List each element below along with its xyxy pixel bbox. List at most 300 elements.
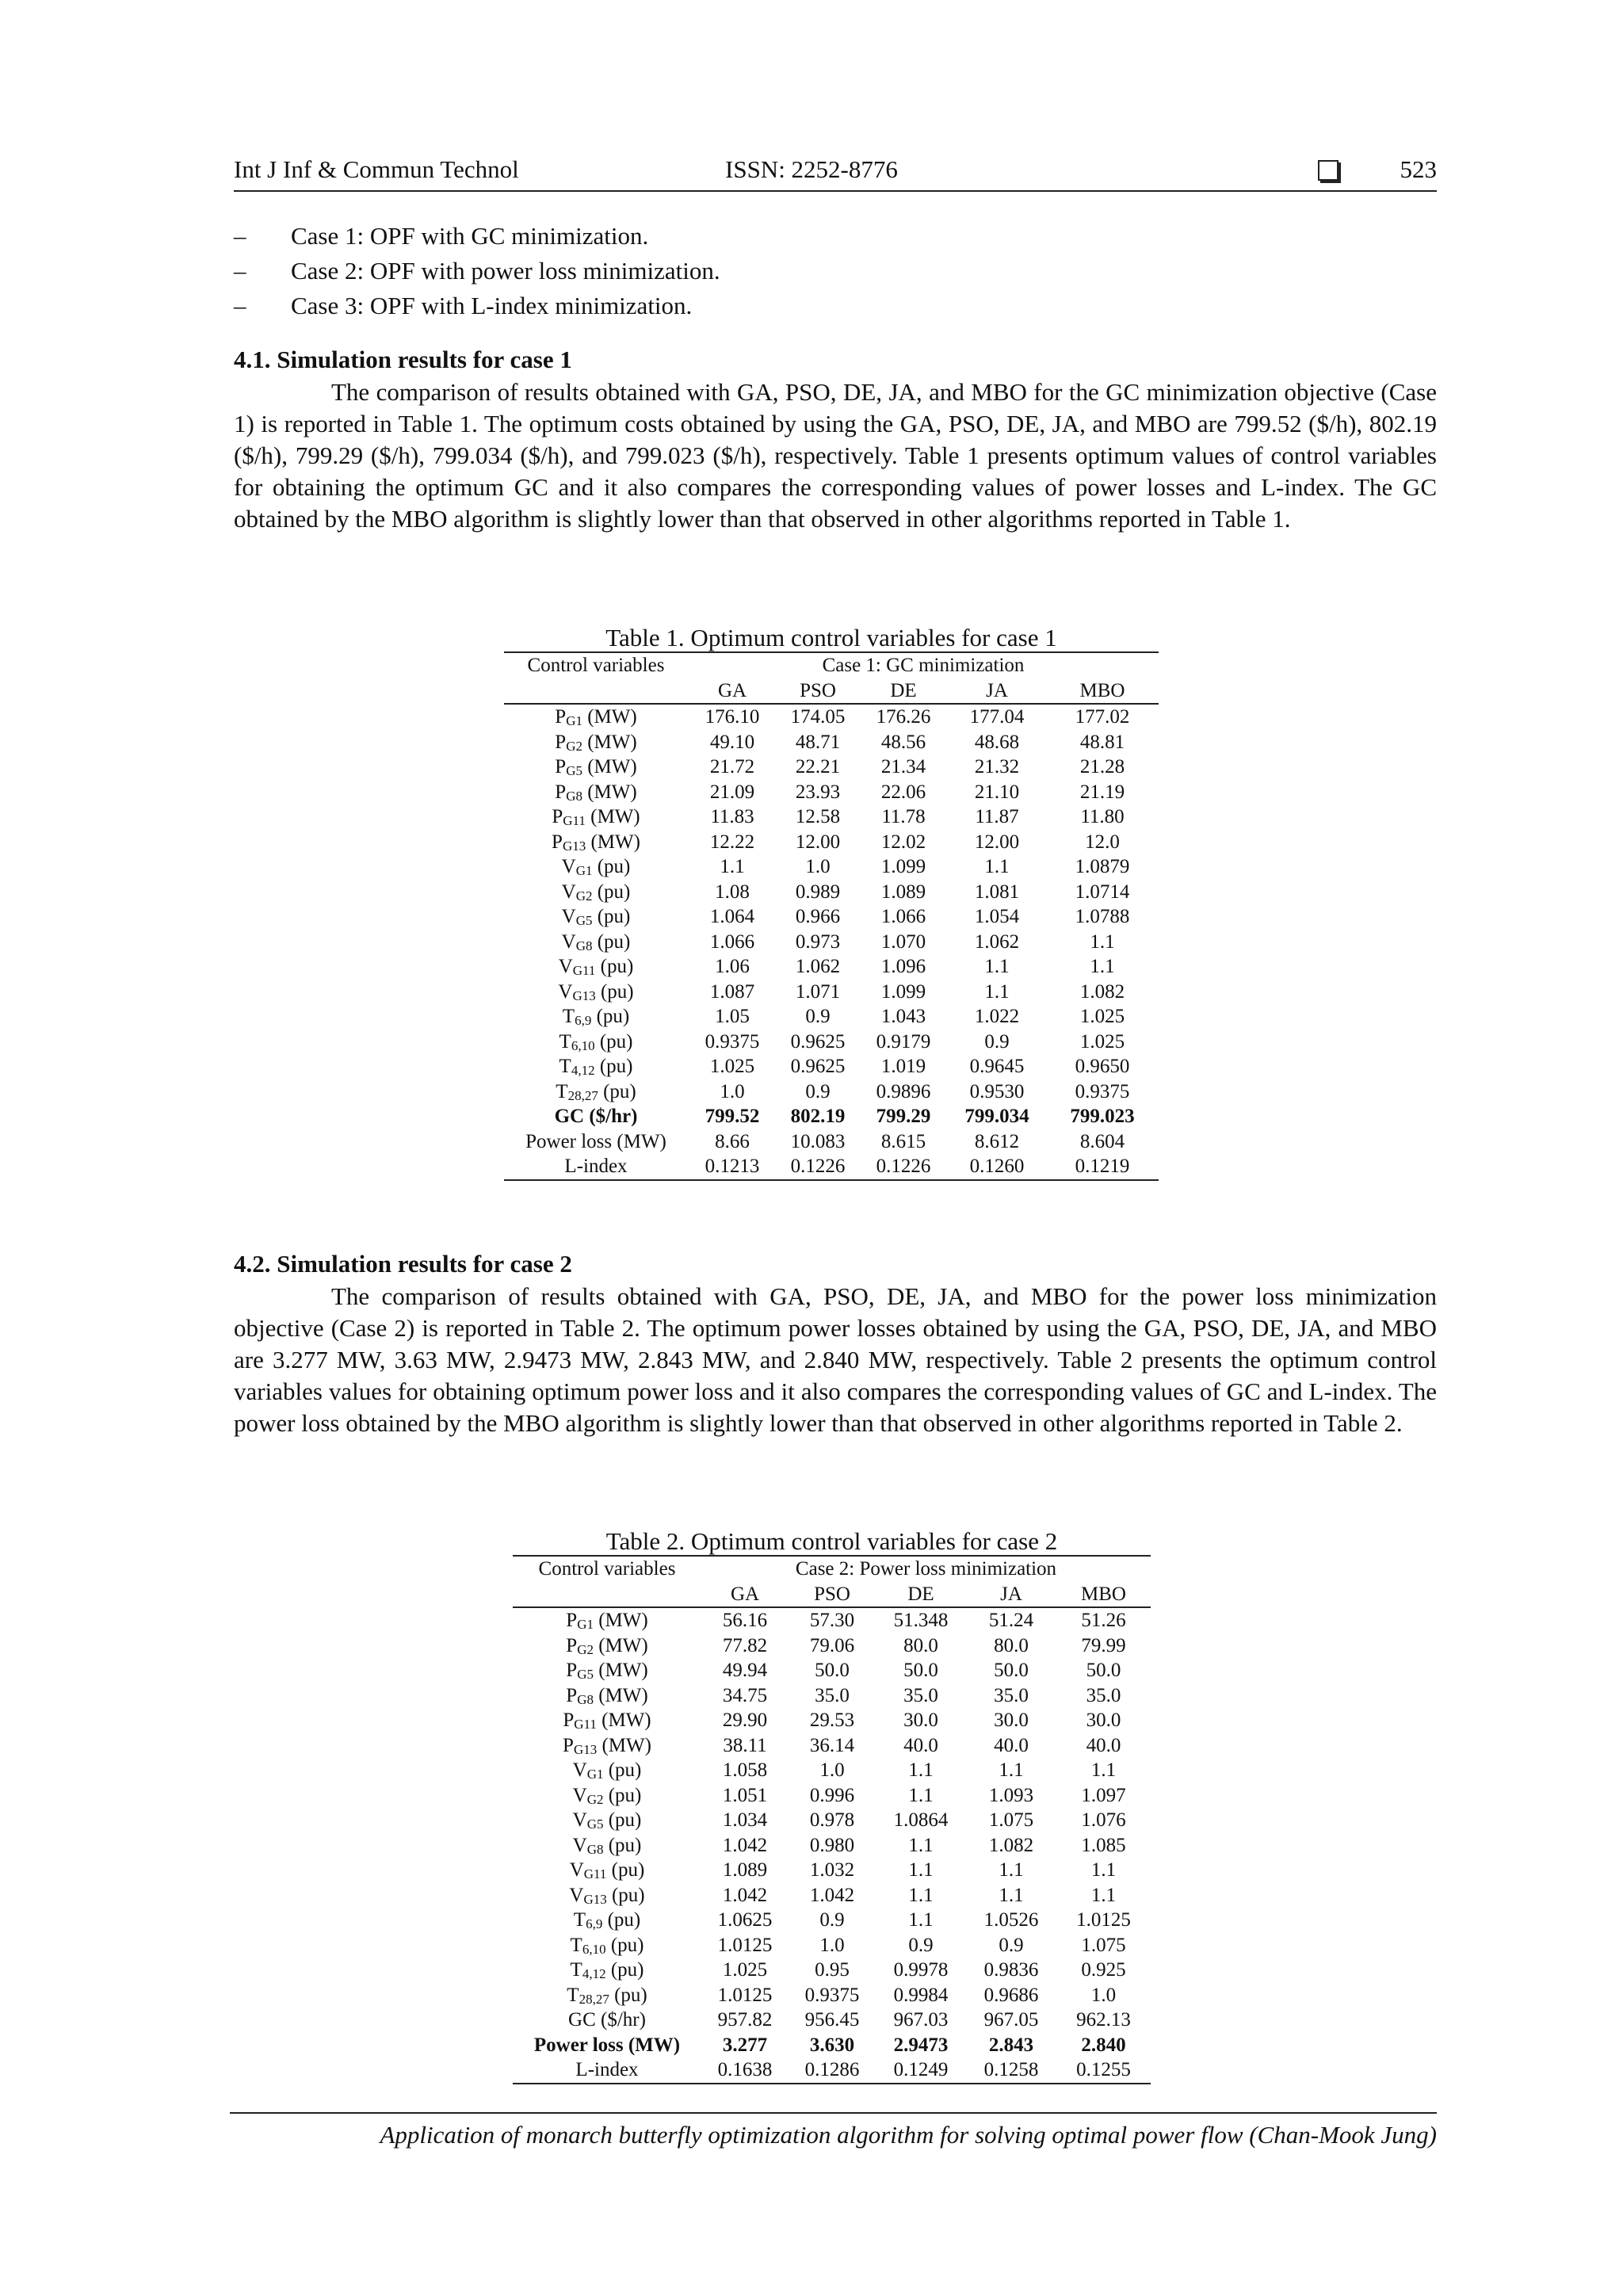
- table-cell: 0.9650: [1075, 1056, 1130, 1077]
- table-cell: 0.9: [984, 1030, 1010, 1052]
- running-footer: Application of monarch butterfly optimization algorithm for solving optimal power flow (Chan-Mook Jung): [380, 2121, 1437, 2149]
- table-cell: 1.0125: [1076, 1909, 1131, 1931]
- footer-rule: [230, 2112, 1437, 2114]
- row-label: $P_{G11}$ (MW): [552, 806, 640, 828]
- table-cell: 49.94: [722, 1660, 768, 1681]
- table-cell: 49.10: [709, 731, 755, 753]
- table-cell: 1.1: [1090, 956, 1115, 977]
- table-cell: 50.0: [903, 1660, 938, 1681]
- table-row: [504, 830, 1159, 855]
- table2-method-header: PSO: [789, 1582, 876, 1608]
- table-row: [513, 1783, 1151, 1809]
- table2-group-label: Case 2: Power loss minimization: [701, 1556, 1151, 1582]
- table-cell: 1.042: [722, 1884, 768, 1906]
- table-row: [513, 1633, 1151, 1659]
- table-row: [504, 730, 1159, 755]
- row-label: $P_{G5}$ (MW): [566, 1660, 648, 1682]
- table-cell: 1.0125: [717, 1934, 773, 1956]
- table-row: [504, 1154, 1159, 1180]
- table-cell: 1.082: [1079, 980, 1125, 1003]
- checkbox-square-icon: [1318, 160, 1338, 181]
- row-label: $P_{G8}$ (MW): [566, 1684, 648, 1707]
- table-cell: 1.0864: [893, 1809, 949, 1831]
- table-row: [504, 804, 1159, 830]
- table-cell: 21.10: [974, 781, 1020, 803]
- table-cell: 35.0: [994, 1684, 1029, 1706]
- table-cell: 0.1219: [1046, 1154, 1159, 1180]
- table2-caption: Table 2. Optimum control variables for case 2: [605, 1527, 1058, 1555]
- table-cell: 12.02: [880, 831, 926, 853]
- table-cell: 1.089: [880, 881, 926, 903]
- table-cell: 1.1: [1090, 1759, 1117, 1781]
- table-cell: 1.06: [715, 956, 750, 977]
- table-row: [513, 1683, 1151, 1709]
- row-label: $T_{4,12}$ (pu): [570, 1959, 644, 1981]
- table2-method-header: GA: [701, 1582, 789, 1608]
- case-list: [234, 219, 720, 323]
- table-cell: 1.076: [1081, 1809, 1126, 1831]
- table-cell: 1.043: [880, 1006, 926, 1027]
- table-cell: 0.9896: [876, 1080, 931, 1102]
- table-cell: 0.1638: [701, 2057, 789, 2084]
- table-cell: 1.022: [974, 1006, 1020, 1027]
- table-cell: 1.1: [1090, 930, 1115, 953]
- table-cell: 1.066: [709, 930, 755, 953]
- table-row: [513, 1958, 1151, 1983]
- case-item: – Case 3: OPF with L-index minimization.: [234, 288, 720, 323]
- table-row: [513, 1808, 1151, 1833]
- table-row: [513, 2008, 1151, 2033]
- table-row: [513, 1607, 1151, 1633]
- table-cell: 12.00: [974, 831, 1020, 853]
- table-cell: 1.1: [720, 856, 745, 877]
- table-cell: 1.082: [988, 1834, 1034, 1856]
- table2-grid: [513, 1555, 1151, 2084]
- row-label: $V_{G5}$ (pu): [561, 906, 631, 928]
- table-cell: 802.19: [790, 1106, 846, 1127]
- table-cell: 0.996: [809, 1784, 855, 1806]
- table-cell: 1.08: [715, 881, 750, 903]
- table-cell: 967.03: [893, 2009, 949, 2030]
- row-label: $V_{G13}$ (pu): [569, 1884, 645, 1907]
- row-label: $V_{G2}$ (pu): [572, 1784, 642, 1807]
- row-label: $V_{G13}$ (pu): [558, 980, 634, 1003]
- table-cell: 0.9978: [893, 1959, 949, 1981]
- table-cell: 34.75: [722, 1684, 768, 1706]
- table-cell: 1.1: [908, 1784, 934, 1806]
- table-cell: 12.0: [1085, 831, 1120, 853]
- table-row: [504, 980, 1159, 1005]
- table-cell: 0.9530: [969, 1080, 1025, 1102]
- table-cell: 799.52: [705, 1106, 760, 1127]
- table-cell: 1.0: [805, 856, 831, 877]
- row-label: $V_{G11}$ (pu): [569, 1859, 645, 1881]
- table-cell: 1.05: [715, 1006, 750, 1027]
- table-cell: 1.054: [974, 906, 1020, 927]
- row-label: $V_{G2}$ (pu): [561, 881, 631, 904]
- table-row: [504, 904, 1159, 930]
- row-label: $P_{G13}$ (MW): [563, 1734, 651, 1757]
- table-cell: 956.45: [804, 2009, 860, 2030]
- table-cell: 1.042: [809, 1884, 855, 1906]
- table-cell: 0.9625: [790, 1056, 846, 1077]
- table-cell: 38.11: [723, 1734, 767, 1756]
- table-cell: 12.22: [709, 831, 755, 853]
- table-cell: 1.087: [709, 980, 755, 1003]
- table-cell: 3.630: [809, 2034, 855, 2056]
- table1: [504, 625, 1159, 1181]
- table-cell: 35.0: [903, 1684, 938, 1706]
- table2-body: [513, 1607, 1151, 2084]
- table-cell: 176.26: [876, 706, 931, 728]
- row-label: $V_{G8}$ (pu): [572, 1834, 642, 1857]
- table2-method-header: MBO: [1056, 1582, 1151, 1608]
- table-cell: 0.9625: [790, 1030, 846, 1052]
- table-cell: 80.0: [903, 1634, 938, 1656]
- table-cell: 0.989: [795, 881, 841, 903]
- table1-col-label: Control variables: [504, 652, 688, 678]
- table-cell: 0.973: [795, 930, 841, 953]
- row-label: $T_{6,9}$ (pu): [573, 1909, 641, 1931]
- table-cell: 1.1: [1090, 1884, 1117, 1906]
- table-cell: 177.04: [969, 706, 1025, 728]
- row-label: $P_{G1}$ (MW): [555, 706, 637, 728]
- table-cell: 1.0125: [717, 1984, 773, 2006]
- table-cell: 50.0: [1086, 1660, 1121, 1681]
- row-label: $T_{4,12}$ (pu): [559, 1056, 633, 1078]
- table-cell: 29.53: [809, 1710, 855, 1731]
- table-cell: 0.1249: [876, 2057, 966, 2084]
- table-cell: 1.075: [1081, 1934, 1126, 1956]
- table-cell: 1.025: [722, 1959, 768, 1981]
- table-cell: 1.1: [908, 1884, 934, 1906]
- table-row: [504, 1104, 1159, 1129]
- table-cell: 799.29: [876, 1106, 931, 1127]
- table-cell: 8.66: [715, 1130, 750, 1152]
- table1-method-header: PSO: [777, 678, 859, 705]
- table-cell: 1.1: [999, 1884, 1024, 1906]
- table-cell: 0.9375: [705, 1030, 760, 1052]
- section-heading-case1: 4.1. Simulation results for case 1: [234, 346, 572, 373]
- table-cell: 79.06: [809, 1634, 855, 1656]
- table-row: [504, 704, 1159, 730]
- table-cell: 51.348: [893, 1610, 949, 1631]
- row-label: $V_{G1}$ (pu): [572, 1759, 642, 1782]
- table-cell: 48.68: [974, 731, 1020, 753]
- table-cell: 1.0526: [983, 1909, 1039, 1931]
- issn: ISSN: 2252-8776: [725, 155, 898, 183]
- table-cell: 1.042: [722, 1834, 768, 1856]
- table-cell: 0.966: [795, 906, 841, 927]
- table-cell: 967.05: [983, 2009, 1039, 2030]
- table-cell: 8.615: [880, 1130, 926, 1152]
- row-label: $T_{6,9}$ (pu): [562, 1006, 630, 1028]
- table-cell: 40.0: [994, 1734, 1029, 1756]
- table-cell: 22.21: [795, 756, 841, 777]
- table-cell: 0.1258: [966, 2057, 1056, 2084]
- table-cell: 29.90: [722, 1710, 768, 1731]
- table1-method-header: DE: [859, 678, 948, 705]
- table-row: [504, 1129, 1159, 1155]
- table-row: [504, 954, 1159, 980]
- table-cell: 51.26: [1081, 1610, 1126, 1631]
- table-cell: 0.1255: [1056, 2057, 1151, 2084]
- dash-bullet-icon: –: [234, 292, 246, 319]
- table-cell: 1.062: [974, 930, 1020, 953]
- row-label: $V_{G1}$ (pu): [561, 856, 631, 878]
- row-label: $P_{G2}$ (MW): [566, 1634, 648, 1657]
- table-cell: 1.1: [908, 1759, 934, 1781]
- table-row: [513, 1758, 1151, 1783]
- table-cell: 2.840: [1081, 2034, 1126, 2056]
- table-cell: 1.025: [709, 1056, 755, 1077]
- row-label: $P_{G13}$ (MW): [552, 831, 640, 854]
- table-row: [504, 854, 1159, 880]
- table-row: [504, 930, 1159, 955]
- dash-bullet-icon: –: [234, 222, 246, 250]
- table-cell: 48.81: [1079, 731, 1125, 753]
- table-cell: 0.978: [809, 1809, 855, 1831]
- table-cell: 21.72: [709, 756, 755, 777]
- table-cell: 0.9: [805, 1006, 831, 1027]
- table-cell: 30.0: [994, 1710, 1029, 1731]
- table-cell: 799.034: [964, 1106, 1029, 1127]
- table-cell: 0.9179: [876, 1030, 931, 1052]
- table-row: [513, 1858, 1151, 1883]
- table1-grid: [504, 651, 1159, 1181]
- table-cell: 1.089: [722, 1859, 768, 1881]
- table-cell: 40.0: [1086, 1734, 1121, 1756]
- section-heading-case2: 4.2. Simulation results for case 2: [234, 1250, 572, 1278]
- table-cell: 176.10: [705, 706, 760, 728]
- table-cell: 1.1: [1090, 1859, 1117, 1881]
- table-cell: 957.82: [717, 2009, 773, 2030]
- table-cell: 11.80: [1080, 806, 1125, 827]
- table-cell: 1.1: [999, 1859, 1024, 1881]
- row-label: GC ($/hr): [554, 1106, 638, 1127]
- table-cell: 1.051: [722, 1784, 768, 1806]
- table-row: [513, 1733, 1151, 1759]
- table-cell: 77.82: [722, 1634, 768, 1656]
- row-label: $T_{6,10}$ (pu): [570, 1934, 644, 1957]
- table-cell: 2.9473: [893, 2034, 949, 2056]
- row-label: L-index: [504, 1154, 688, 1180]
- case-item: – Case 1: OPF with GC minimization.: [234, 219, 720, 254]
- table-cell: 12.00: [795, 831, 841, 853]
- table-cell: 0.9686: [983, 1984, 1039, 2006]
- table-cell: 50.0: [994, 1660, 1029, 1681]
- table-cell: 21.28: [1079, 756, 1125, 777]
- table-cell: 1.062: [795, 956, 841, 977]
- row-label: GC ($/hr): [568, 2009, 646, 2030]
- table-cell: 51.24: [988, 1610, 1034, 1631]
- table1-method-header: GA: [688, 678, 777, 705]
- table2-method-header: DE: [876, 1582, 966, 1608]
- table-cell: 12.58: [795, 806, 841, 827]
- table-row: [504, 780, 1159, 805]
- table-row: [504, 755, 1159, 780]
- table-cell: 35.0: [1086, 1684, 1121, 1706]
- table-cell: 0.925: [1081, 1959, 1126, 1981]
- table-cell: 8.604: [1079, 1130, 1125, 1152]
- table-cell: 1.085: [1081, 1834, 1126, 1856]
- table-cell: 1.096: [880, 956, 926, 977]
- table-cell: 1.1: [984, 980, 1010, 1003]
- table-cell: 1.032: [809, 1859, 855, 1881]
- row-label: $P_{G2}$ (MW): [555, 731, 637, 754]
- table-cell: 1.0: [1090, 1984, 1117, 2006]
- table-cell: 1.0: [720, 1080, 745, 1102]
- table-cell: 1.058: [722, 1759, 768, 1781]
- table1-group-label: Case 1: GC minimization: [688, 652, 1159, 678]
- table-row: [513, 1933, 1151, 1958]
- table-cell: 1.071: [795, 980, 841, 1003]
- table-cell: 1.025: [1079, 1030, 1125, 1052]
- table-cell: 36.14: [809, 1734, 855, 1756]
- table-cell: 1.1: [984, 956, 1010, 977]
- row-label: $P_{G5}$ (MW): [555, 756, 637, 778]
- table-cell: 57.30: [809, 1610, 855, 1631]
- table-cell: 30.0: [903, 1710, 938, 1731]
- row-label: $V_{G11}$ (pu): [558, 956, 634, 978]
- table-row: [513, 1833, 1151, 1859]
- table-row: [504, 880, 1159, 905]
- table1-method-header: MBO: [1046, 678, 1159, 705]
- table-cell: 0.9: [805, 1080, 831, 1102]
- table-cell: 80.0: [994, 1634, 1029, 1656]
- table-cell: 79.99: [1081, 1634, 1126, 1656]
- table-cell: 1.019: [880, 1056, 926, 1077]
- table-cell: 962.13: [1076, 2009, 1131, 2030]
- table-cell: 21.32: [974, 756, 1020, 777]
- table-cell: 0.9645: [969, 1056, 1025, 1077]
- table-cell: 1.099: [880, 856, 926, 877]
- table-cell: 1.0879: [1075, 856, 1130, 877]
- table-row: [513, 1708, 1151, 1733]
- table-cell: 799.023: [1070, 1106, 1135, 1127]
- table-cell: 1.093: [988, 1784, 1034, 1806]
- table-cell: 0.9984: [893, 1984, 949, 2006]
- row-label: $P_{G8}$ (MW): [555, 781, 637, 804]
- table-row: [513, 1908, 1151, 1933]
- table-row: [513, 1983, 1151, 2008]
- table-cell: 48.71: [795, 731, 841, 753]
- table-cell: 1.097: [1081, 1784, 1126, 1806]
- table-cell: 1.034: [722, 1809, 768, 1831]
- table-cell: 3.277: [722, 2034, 768, 2056]
- case-item: – Case 2: OPF with power loss minimization.: [234, 254, 720, 288]
- table-cell: 1.1: [908, 1909, 934, 1931]
- table-cell: 0.9: [999, 1934, 1024, 1956]
- table-cell: 0.9: [908, 1934, 934, 1956]
- table-cell: 48.56: [880, 731, 926, 753]
- row-label: $T_{28,27}$ (pu): [556, 1080, 636, 1103]
- table-cell: 1.075: [988, 1809, 1034, 1831]
- table-cell: 8.612: [974, 1130, 1020, 1152]
- table-cell: 1.066: [880, 906, 926, 927]
- row-label: $V_{G8}$ (pu): [561, 930, 631, 953]
- table-cell: 11.78: [881, 806, 926, 827]
- table-row: [504, 1079, 1159, 1105]
- journal-name: Int J Inf & Commun Technol: [234, 155, 519, 183]
- table-cell: 11.87: [975, 806, 1019, 827]
- table-cell: 0.1226: [777, 1154, 859, 1180]
- table-cell: 2.843: [988, 2034, 1034, 2056]
- table-cell: 0.9836: [983, 1959, 1039, 1981]
- table-row: [513, 1658, 1151, 1683]
- row-label: $T_{6,10}$ (pu): [559, 1030, 633, 1053]
- table-cell: 50.0: [815, 1660, 850, 1681]
- table-cell: 174.05: [790, 706, 846, 728]
- table-cell: 56.16: [722, 1610, 768, 1631]
- table-cell: 1.064: [709, 906, 755, 927]
- table-cell: 0.1213: [688, 1154, 777, 1180]
- table-cell: 0.1260: [948, 1154, 1046, 1180]
- table-cell: 0.1226: [859, 1154, 948, 1180]
- table-cell: 40.0: [903, 1734, 938, 1756]
- running-header: [234, 155, 1437, 192]
- table1-method-header: JA: [948, 678, 1046, 705]
- table-cell: 0.9375: [1075, 1080, 1130, 1102]
- row-label: $P_{G1}$ (MW): [566, 1610, 648, 1632]
- page-number: 523: [1400, 155, 1437, 183]
- table2-method-header: JA: [966, 1582, 1056, 1608]
- table-cell: 1.0: [819, 1759, 845, 1781]
- table-cell: 1.0625: [717, 1909, 773, 1931]
- row-label: $P_{G11}$ (MW): [563, 1710, 651, 1732]
- table-cell: 22.06: [880, 781, 926, 803]
- table1-caption: Table 1. Optimum control variables for case 1: [605, 624, 1057, 651]
- table-cell: 1.1: [908, 1859, 934, 1881]
- row-label: $V_{G5}$ (pu): [572, 1809, 642, 1832]
- dash-bullet-icon: –: [234, 257, 246, 285]
- table-cell: 1.0714: [1075, 881, 1130, 903]
- table-cell: 23.93: [795, 781, 841, 803]
- table-cell: 1.070: [880, 930, 926, 953]
- table1-body: [504, 704, 1159, 1180]
- table-cell: 0.9: [819, 1909, 845, 1931]
- row-label: Power loss (MW): [525, 1130, 666, 1152]
- table-cell: 10.083: [790, 1130, 846, 1152]
- table-row: [504, 1054, 1159, 1079]
- table-cell: 11.83: [710, 806, 754, 827]
- table-cell: 1.081: [974, 881, 1020, 903]
- table-cell: 21.19: [1079, 781, 1125, 803]
- table-row: [513, 1883, 1151, 1908]
- table-cell: 177.02: [1075, 706, 1130, 728]
- table-cell: 0.1286: [789, 2057, 876, 2084]
- table-cell: 1.025: [1079, 1006, 1125, 1027]
- table-cell: 1.1: [999, 1759, 1024, 1781]
- table2: [513, 1528, 1151, 2084]
- table-row: [513, 2033, 1151, 2058]
- paragraph-case2: The comparison of results obtained with GA, PSO, DE, JA, and MBO for the power loss minimization objective (Case 2) is reported in Table 2. The optimum power losses obtained by using the GA, PSO, DE, JA, and MBO are 3.277 MW, 3.63 MW, 2.9473 MW, 2.843 MW, and 2.840 MW, respectively. Table 2 presents the optimum control variables values for obtaining optimum power loss and it also compares the corresponding values of GC and L-index. The power loss obtained by the MBO algorithm is slightly lower than that observed in other algorithms reported in Table 2.: [234, 1282, 1437, 1437]
- row-label: L-index: [513, 2057, 701, 2084]
- table-cell: 1.0788: [1075, 906, 1130, 927]
- paragraph-case1: The comparison of results obtained with GA, PSO, DE, JA, and MBO for the GC minimization objective (Case 1) is reported in Table 1. The optimum costs obtained by using the GA, PSO, DE, JA, and MBO are 799.52 ($/h), 802.19 ($/h), 799.29 ($/h), 799.034 ($/h), and 799.023 ($/h), respectively. Table 1 presents optimum values of control variables for obtaining the optimum GC and it also compares the corresponding values of power losses and L-index. The GC obtained by the MBO algorithm is slightly lower than that observed in other algorithms reported in Table 1.: [234, 378, 1437, 533]
- table-cell: 30.0: [1086, 1710, 1121, 1731]
- table-cell: 1.099: [880, 980, 926, 1003]
- table-cell: 1.1: [984, 856, 1010, 877]
- row-label: $T_{28,27}$ (pu): [567, 1984, 647, 2007]
- table2-col-label: Control variables: [513, 1556, 701, 1582]
- table-cell: 0.95: [815, 1959, 850, 1981]
- table-cell: 21.34: [880, 756, 926, 777]
- table-cell: 0.980: [809, 1834, 855, 1856]
- table-cell: 1.0: [819, 1934, 845, 1956]
- table-cell: 35.0: [815, 1684, 850, 1706]
- table-cell: 0.9375: [804, 1984, 860, 2006]
